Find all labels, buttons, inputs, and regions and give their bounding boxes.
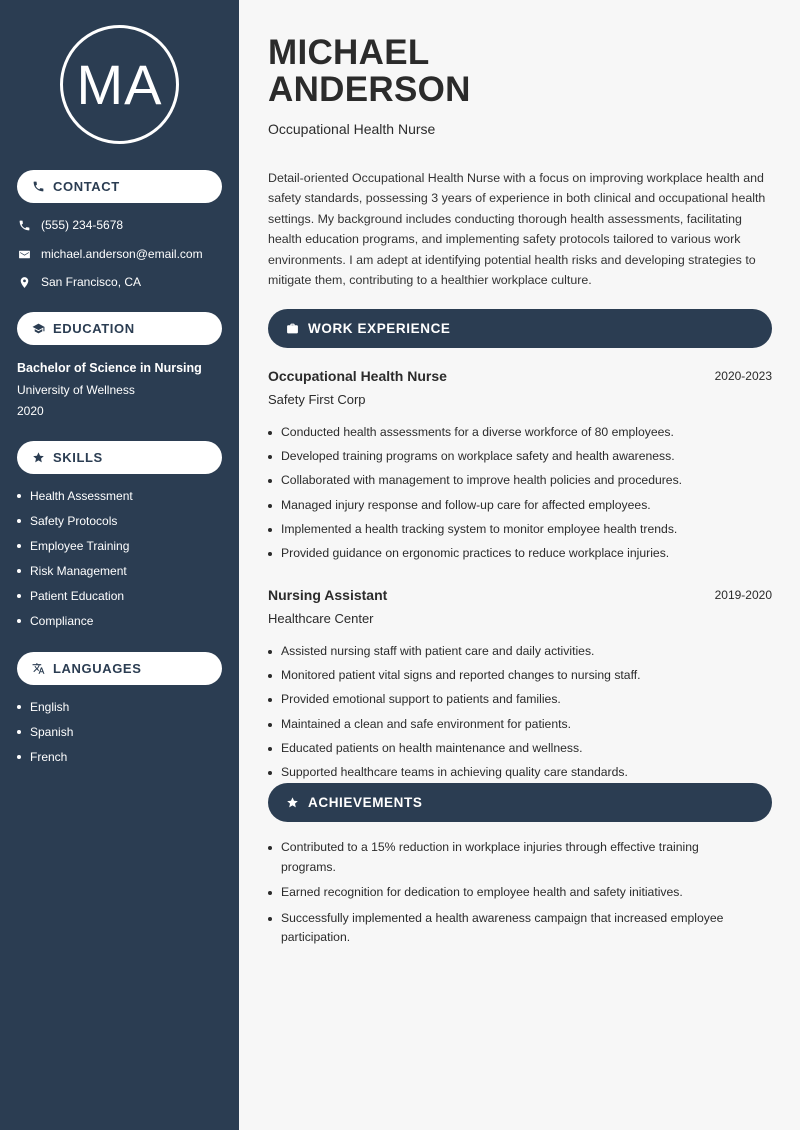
star-icon xyxy=(285,796,299,810)
email-icon xyxy=(17,247,31,261)
location-pin-icon xyxy=(17,275,31,289)
monogram-avatar: MA xyxy=(60,25,179,144)
job-bullet: Assisted nursing staff with patient care and daily activities. xyxy=(268,642,772,666)
job-role: Occupational Health Nurse xyxy=(268,368,447,384)
job-bullet: Developed training programs on workplace safety and health awareness. xyxy=(268,447,772,471)
education-year: 2020 xyxy=(17,404,44,418)
contact-phone xyxy=(17,218,123,232)
achievements-heading-label: ACHIEVEMENTS xyxy=(308,795,423,810)
job-bullet: Provided emotional support to patients and families. xyxy=(268,690,772,714)
translate-icon xyxy=(31,662,45,676)
job-bullets xyxy=(268,642,772,787)
skill-item: Health Assessment xyxy=(17,489,133,514)
phone-icon xyxy=(17,218,31,232)
skill-item: Risk Management xyxy=(17,564,133,589)
education-heading xyxy=(17,312,222,345)
profile-summary: Detail-oriented Occupational Health Nurse with a focus on improving workplace health and safety standards, possessing 3 years of experience in both clinical and occupational health settings. My background includes conducting thorough health assessments, facilitating health education programs, and implementing safety protocols tailored to various work environments. I am adept at identifying potential health risks and developing strategies to mitigate them, contributing to a healthier workplace culture. xyxy=(268,171,766,288)
location-text: San Francisco, CA xyxy=(41,275,142,289)
skills-heading xyxy=(17,441,222,474)
skill-item: Compliance xyxy=(17,614,133,639)
graduation-cap-icon xyxy=(31,322,45,336)
contact-heading-label: CONTACT xyxy=(53,179,120,194)
language-item: French xyxy=(17,750,73,775)
achievements-list xyxy=(268,838,748,954)
job-company: Safety First Corp xyxy=(268,392,366,407)
job-bullet: Educated patients on health maintenance and wellness. xyxy=(268,739,772,763)
work-experience-heading-label: WORK EXPERIENCE xyxy=(308,321,451,336)
name-first: MICHAEL xyxy=(268,33,430,72)
job-company: Healthcare Center xyxy=(268,611,374,626)
education-heading-label: EDUCATION xyxy=(53,321,135,336)
contact-location xyxy=(17,275,141,289)
skill-item: Safety Protocols xyxy=(17,514,133,539)
briefcase-icon xyxy=(285,322,299,336)
skills-heading-label: SKILLS xyxy=(53,450,103,465)
languages-heading xyxy=(17,652,222,685)
phone-text: (555) 234-5678 xyxy=(41,218,124,232)
job-header xyxy=(268,368,772,384)
skills-list xyxy=(17,489,133,639)
job-dates: 2020-2023 xyxy=(714,369,772,383)
job-bullet: Collaborated with management to improve health policies and procedures. xyxy=(268,471,772,495)
candidate-name xyxy=(268,34,471,108)
phone-icon xyxy=(31,180,45,194)
star-icon xyxy=(31,451,45,465)
job-bullet: Provided guidance on ergonomic practices to reduce workplace injuries. xyxy=(268,544,772,568)
work-experience-heading xyxy=(268,309,772,348)
job-bullet: Maintained a clean and safe environment for patients. xyxy=(268,715,772,739)
achievement-item: Earned recognition for dedication to employee health and safety initiatives. xyxy=(268,883,748,903)
languages-heading-label: LANGUAGES xyxy=(53,661,142,676)
languages-list xyxy=(17,700,73,775)
contact-heading xyxy=(17,170,222,203)
job-bullet: Implemented a health tracking system to monitor employee health trends. xyxy=(268,520,772,544)
job-bullet: Supported healthcare teams in achieving quality care standards. xyxy=(268,763,772,787)
language-item: Spanish xyxy=(17,725,73,750)
candidate-title: Occupational Health Nurse xyxy=(268,121,436,137)
achievement-item: Successfully implemented a health awareness campaign that increased employee participation. xyxy=(268,909,748,948)
skill-item: Employee Training xyxy=(17,539,133,564)
job-bullet: Managed injury response and follow-up care for affected employees. xyxy=(268,496,772,520)
sidebar xyxy=(0,0,239,1130)
job-bullets xyxy=(268,423,772,568)
achievement-item: Contributed to a 15% reduction in workplace injuries through effective training programs. xyxy=(268,838,748,877)
job-header xyxy=(268,587,772,603)
education-degree: Bachelor of Science in Nursing xyxy=(17,361,202,375)
name-last: ANDERSON xyxy=(268,70,471,109)
education-school: University of Wellness xyxy=(17,383,135,397)
job-bullet: Monitored patient vital signs and reported changes to nursing staff. xyxy=(268,666,772,690)
job-bullet: Conducted health assessments for a diverse workforce of 80 employees. xyxy=(268,423,772,447)
email-text: michael.anderson@email.com xyxy=(41,247,203,261)
skill-item: Patient Education xyxy=(17,589,133,614)
job-role: Nursing Assistant xyxy=(268,587,388,603)
contact-email xyxy=(17,247,203,261)
language-item: English xyxy=(17,700,73,725)
job-dates: 2019-2020 xyxy=(714,588,772,602)
achievements-heading xyxy=(268,783,772,822)
